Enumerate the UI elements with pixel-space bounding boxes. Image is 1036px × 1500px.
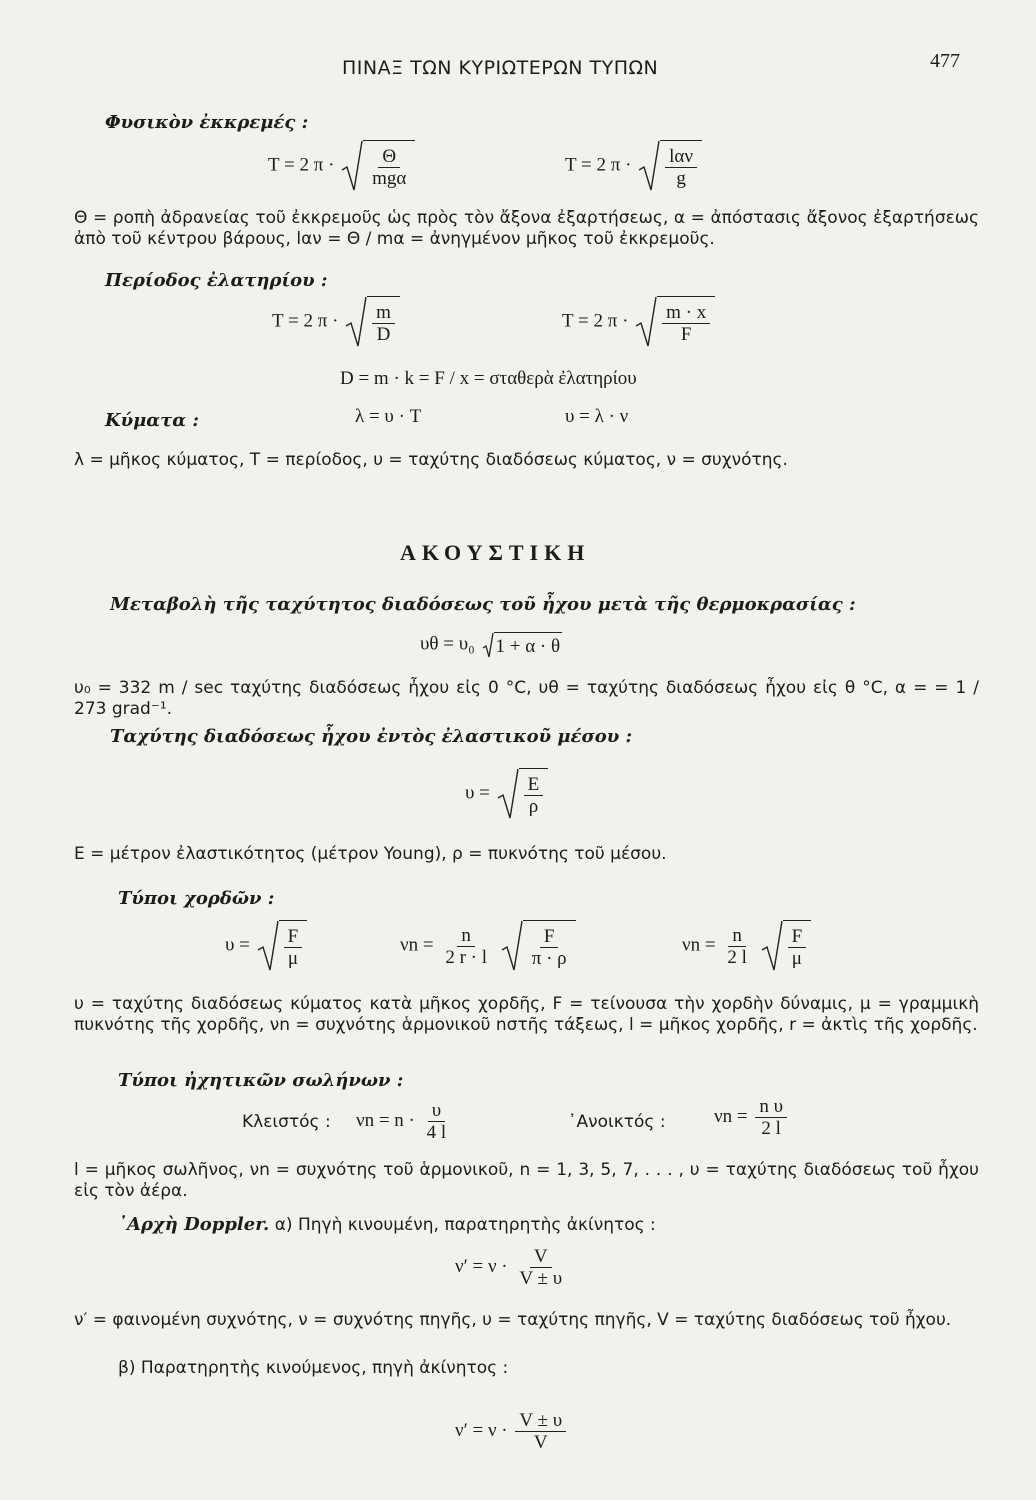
heading-pipes: Τύποι ἠχητικῶν σωλήνων : <box>118 1070 404 1091</box>
heading-elastic: Ταχύτης διαδόσεως ἦχου ἐντὸς ἐλαστικοῦ μέσου : <box>110 726 633 747</box>
formula-closed-pipe: νn = n · $\frac{\upsilon}{4 l}$ <box>356 1100 447 1143</box>
formula-strings-1: υ = $\frac{F}{\mu}$ <box>225 920 307 972</box>
formula-doppler-b: ν′ = ν · $\frac{V \pm \upsilon}{V}$ <box>455 1410 569 1453</box>
formula-spring-2: T = 2 π · $\frac{m \cdot x}{F}$ <box>562 296 715 348</box>
desc-pendulum: Θ = ροπὴ ἀδρανείας τοῦ ἐκκρεμοῦς ὡς πρὸς τὸν ἄξονα ἐξαρτήσεως, α = ἀπόστασις ἄξονος ἐξαρτήσεως ἀπὸ τοῦ κέντρου βάρους, lαν = Θ / mα = ἀνηγμένον μῆκος τοῦ ἐκκρεμοῦς. <box>74 208 979 249</box>
formula-spring-1: T = 2 π · $\frac{m}{D}$ <box>272 296 400 348</box>
formula-spring-constant: D = m · k = F / x = σταθερὰ ἐλατηρίου <box>340 368 637 389</box>
sqrt-symbol: $\frac{\text{lαν}}{g}$ <box>638 140 702 192</box>
desc-elastic: E = μέτρον ἐλαστικότητος (μέτρον Young), ρ = πυκνότης τοῦ μέσου. <box>74 844 667 864</box>
sqrt-symbol: 1 + α · θ <box>482 632 563 658</box>
formula-open-pipe: νn = $\frac{\text{n υ}}{2 l}$ <box>714 1096 790 1139</box>
label-closed-pipe: Κλειστός : <box>242 1112 331 1132</box>
sqrt-symbol: $\frac{F}{\pi \cdot \rho}$ <box>501 920 576 972</box>
heading-doppler: ᾿Αρχὴ Doppler. <box>118 1214 270 1235</box>
heading-strings: Τύποι χορδῶν : <box>118 888 275 909</box>
heading-spring: Περίοδος ἐλατηρίου : <box>105 270 328 291</box>
formula-pendulum-1: T = 2 π · $\frac{\Theta}{\text{mgα}}$ <box>268 140 415 192</box>
sqrt-symbol: $\frac{E}{\rho}$ <box>497 768 549 820</box>
desc-waves: λ = μῆκος κύματος, T = περίοδος, υ = ταχύτης διαδόσεως κύματος, ν = συχνότης. <box>74 450 788 470</box>
sqrt-symbol: $\frac{F}{\mu}$ <box>761 920 812 972</box>
sqrt-symbol: $\frac{F}{\mu}$ <box>257 920 308 972</box>
formula-pendulum-2: T = 2 π · $\frac{\text{lαν}}{g}$ <box>565 140 702 192</box>
sqrt-symbol: $\frac{m \cdot x}{F}$ <box>635 296 715 348</box>
sqrt-symbol: $\frac{\Theta}{\text{mgα}}$ <box>341 140 415 192</box>
formula-strings-2: νn = $\frac{n}{2 r \cdot l}$ $\frac{F}{\pi \cdot \rho}$ <box>400 920 576 972</box>
doppler-case-a: α) Πηγὴ κινουμένη, παρατηρητὴς ἀκίνητος : <box>274 1215 656 1235</box>
formula-wavelength: λ = υ · T <box>355 406 422 427</box>
heading-waves: Κύματα : <box>105 410 200 431</box>
label-open-pipe: ᾿Ανοικτός : <box>568 1112 666 1132</box>
formula-doppler-a: ν′ = ν · $\frac{V}{V \pm \upsilon}$ <box>455 1246 563 1289</box>
doppler-line <box>118 1214 656 1236</box>
heading-temperature: Μεταβολὴ τῆς ταχύτητος διαδόσεως τοῦ ἦχου μετὰ τῆς θερμοκρασίας : <box>110 594 856 615</box>
desc-strings: υ = ταχύτης διαδόσεως κύματος κατὰ μῆκος χορδῆς, F = τείνουσα τὴν χορδὴν δύναμις, μ = γραμμικὴ πυκνότης τῆς χορδῆς, νn = συχνότης ἁρμονικοῦ nστῆς τάξεως, l = μῆκος χορδῆς, r = ἀκτὶς τῆς χορδῆς. <box>74 994 979 1035</box>
desc-doppler-a: ν′ = φαινομένη συχνότης, ν = συχνότης πηγῆς, υ = ταχύτης πηγῆς, V = ταχύτης διαδόσεως τοῦ ἦχου. <box>74 1310 952 1330</box>
formula-temperature: υθ = υ₀ 1 + α · θ <box>420 633 561 657</box>
running-header: ΠΙΝΑΞ ΤΩΝ ΚΥΡΙΩΤΕΡΩΝ ΤΥΠΩΝ <box>342 57 659 79</box>
page-number: 477 <box>930 50 960 72</box>
desc-pipes: l = μῆκος σωλῆνος, νn = συχνότης τοῦ ἁρμονικοῦ, n = 1, 3, 5, 7, . . . , υ = ταχύτης διαδόσεως τοῦ ἦχου εἰς τὸν ἀέρα. <box>74 1160 979 1201</box>
section-title: ΑΚΟΥΣΤΙΚΗ <box>400 540 591 565</box>
sqrt-symbol: $\frac{m}{D}$ <box>345 296 400 348</box>
desc-temperature: υ₀ = 332 m / sec ταχύτης διαδόσεως ἦχου εἰς 0 °C, υθ = ταχύτης διαδόσεως ἦχου εἰς θ °C, α = = 1 / 273 grad⁻¹. <box>74 678 979 719</box>
heading-pendulum: Φυσικὸν ἐκκρεμές : <box>105 112 309 133</box>
formula-elastic: υ = $\frac{E}{\rho}$ <box>465 768 548 820</box>
doppler-case-b: β) Παρατηρητὴς κινούμενος, πηγὴ ἀκίνητος : <box>118 1358 509 1378</box>
formula-speed: υ = λ · ν <box>565 406 629 427</box>
formula-strings-3: νn = $\frac{n}{2 l}$ $\frac{F}{\mu}$ <box>682 920 811 972</box>
